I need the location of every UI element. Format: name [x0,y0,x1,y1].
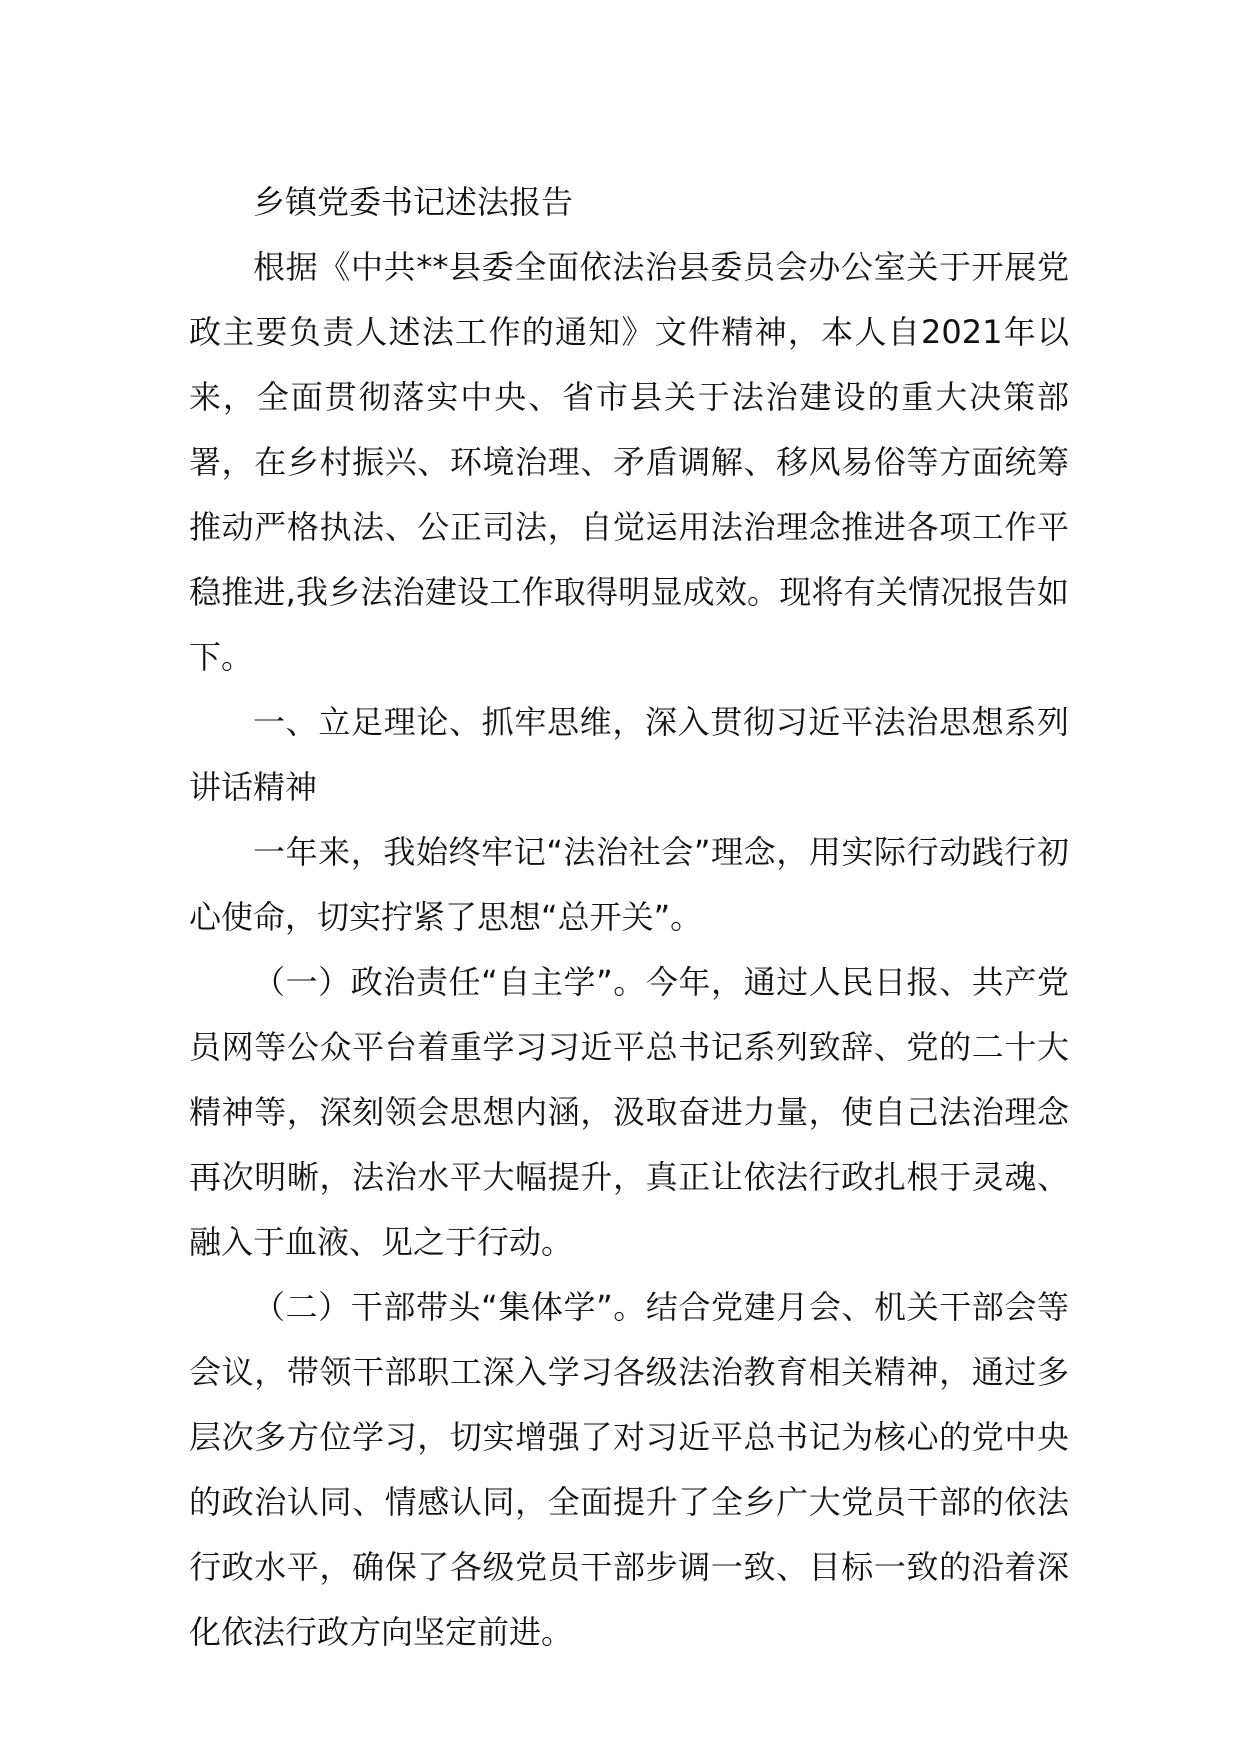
paragraph-subsection-1: （一）政治责任“自主学”。今年，通过人民日报、共产党员网等公众平台着重学习习近平总书记系列致辞、党的二十大精神等，深刻领会思想内涵，汲取奋进力量，使自己法治理念再次明晰，法治水平大幅提升，真正让依法行政扎根于灵魂、融入于血液、见之于行动。 [189,963,1069,1261]
document-title: 乡镇党委书记述法报告 [253,183,574,221]
document-page [189,170,1069,1665]
section-heading-1: 一、立足理论、抓牢思维，深入贯彻习近平法治思想系列讲话精神 [189,703,1069,806]
paragraph-section-1-intro: 一年来，我始终牢记“法治社会”理念，用实际行动践行初心使命，切实拧紧了思想“总开关”。 [189,833,1069,936]
paragraph-intro: 根据《中共**县委全面依法治县委员会办公室关于开展党政主要负责人述法工作的通知》文件精神，本人自2021年以来，全面贯彻落实中央、省市县关于法治建设的重大决策部署，在乡村振兴、环境治理、矛盾调解、移风易俗等方面统筹推动严格执法、公正司法，自觉运用法治理念推进各项工作平稳推进,我乡法治建设工作取得明显成效。现将有关情况报告如下。 [189,248,1069,676]
paragraph-subsection-2: （二）干部带头“集体学”。结合党建月会、机关干部会等会议，带领干部职工深入学习各级法治教育相关精神，通过多层次多方位学习，切实增强了对习近平总书记为核心的党中央的政治认同、情感认同，全面提升了全乡广大党员干部的依法行政水平，确保了各级党员干部步调一致、目标一致的沿着深化依法行政方向坚定前进。 [189,1288,1069,1651]
